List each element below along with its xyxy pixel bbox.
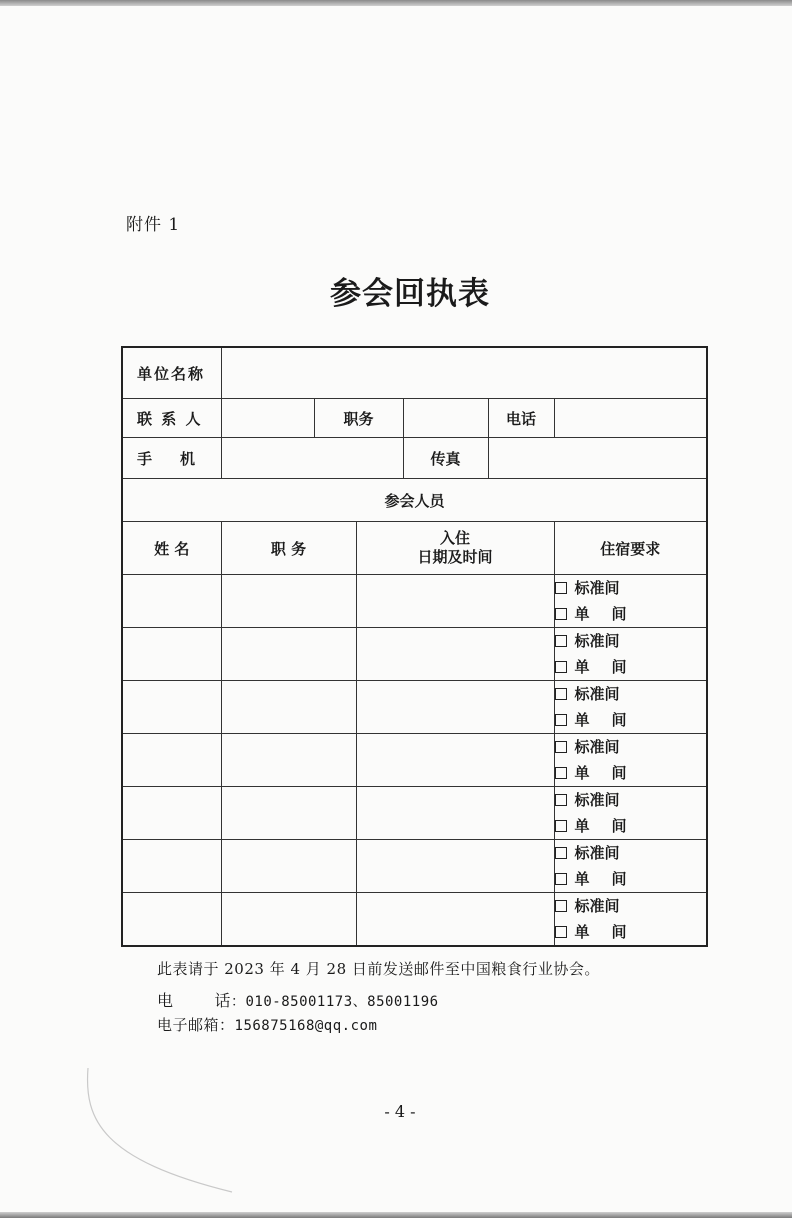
unit-name-label: 单位名称 xyxy=(122,347,221,399)
contact-email-value: 156875168@qq.com xyxy=(234,1018,378,1034)
deadline-note: 此表请于 2023 年 4 月 28 日前发送邮件至中国粮食行业协会。 xyxy=(157,960,600,978)
table-row xyxy=(122,893,707,947)
contact-phone-line xyxy=(157,988,439,1011)
attendee-position-cell[interactable] xyxy=(221,681,356,734)
single-room-label: 单间 xyxy=(574,764,627,782)
phone-label: 电话 xyxy=(488,399,554,438)
attendee-position-cell[interactable] xyxy=(221,840,356,893)
column-checkin-header xyxy=(356,522,554,575)
attendee-name-cell[interactable] xyxy=(122,734,221,787)
standard-room-checkbox[interactable] xyxy=(555,794,567,806)
column-lodging-header: 住宿要求 xyxy=(554,522,707,575)
checkin-header-line2: 日期及时间 xyxy=(417,548,493,566)
contact-phone-label: 电 话 xyxy=(157,991,231,1010)
phone-field[interactable] xyxy=(554,399,707,438)
fax-field[interactable] xyxy=(488,438,707,479)
attendee-position-cell[interactable] xyxy=(221,628,356,681)
lodging-options xyxy=(554,787,707,840)
single-room-checkbox[interactable] xyxy=(555,767,567,779)
standard-room-label: 标准间 xyxy=(574,844,620,862)
attendee-name-cell[interactable] xyxy=(122,628,221,681)
mobile-label: 手 机 xyxy=(122,438,221,479)
standard-room-label: 标准间 xyxy=(574,685,620,703)
column-name-header: 姓 名 xyxy=(122,522,221,575)
standard-room-checkbox[interactable] xyxy=(555,900,567,912)
attendee-checkin-cell[interactable] xyxy=(356,628,554,681)
lodging-options xyxy=(554,575,707,628)
page-title: 参会回执表 xyxy=(330,276,490,312)
scan-fold-mark xyxy=(82,1060,242,1200)
standard-room-checkbox[interactable] xyxy=(555,741,567,753)
contact-phone-value: ：010-85001173、85001196 xyxy=(231,994,439,1010)
attendee-checkin-cell[interactable] xyxy=(356,575,554,628)
lodging-options xyxy=(554,628,707,681)
standard-room-checkbox[interactable] xyxy=(555,635,567,647)
standard-room-checkbox[interactable] xyxy=(555,847,567,859)
contact-email-label: 电子邮箱： xyxy=(157,1016,235,1034)
lodging-options xyxy=(554,681,707,734)
lodging-options xyxy=(554,893,707,947)
table-row xyxy=(122,681,707,734)
single-room-label: 单间 xyxy=(574,605,627,623)
single-room-checkbox[interactable] xyxy=(555,926,567,938)
position-field[interactable] xyxy=(403,399,488,438)
attendee-checkin-cell[interactable] xyxy=(356,840,554,893)
single-room-checkbox[interactable] xyxy=(555,714,567,726)
attendee-position-cell[interactable] xyxy=(221,893,356,947)
mobile-field[interactable] xyxy=(221,438,403,479)
checkin-header-line1: 入住 xyxy=(439,529,470,547)
table-row xyxy=(122,734,707,787)
scan-edge-top xyxy=(0,0,792,6)
table-row xyxy=(122,628,707,681)
standard-room-checkbox[interactable] xyxy=(555,582,567,594)
single-room-label: 单间 xyxy=(574,817,627,835)
standard-room-label: 标准间 xyxy=(574,632,620,650)
attendee-name-cell[interactable] xyxy=(122,681,221,734)
unit-name-field[interactable] xyxy=(221,347,707,399)
attendee-checkin-cell[interactable] xyxy=(356,893,554,947)
standard-room-label: 标准间 xyxy=(574,738,620,756)
attendee-position-cell[interactable] xyxy=(221,787,356,840)
fax-label: 传真 xyxy=(403,438,488,479)
contact-field[interactable] xyxy=(221,399,314,438)
lodging-options xyxy=(554,734,707,787)
single-room-label: 单间 xyxy=(574,711,627,729)
single-room-checkbox[interactable] xyxy=(555,820,567,832)
attendee-checkin-cell[interactable] xyxy=(356,681,554,734)
column-position-header: 职 务 xyxy=(221,522,356,575)
attendee-checkin-cell[interactable] xyxy=(356,787,554,840)
table-row xyxy=(122,787,707,840)
single-room-checkbox[interactable] xyxy=(555,608,567,620)
scan-edge-bottom xyxy=(0,1212,792,1218)
attachment-label: 附件 1 xyxy=(126,215,181,235)
registration-form-table xyxy=(121,346,708,947)
standard-room-label: 标准间 xyxy=(574,897,620,915)
attendee-position-cell[interactable] xyxy=(221,575,356,628)
single-room-label: 单间 xyxy=(574,923,627,941)
contact-label: 联 系 人 xyxy=(122,399,221,438)
page-number: - 4 - xyxy=(384,1102,416,1121)
attendee-checkin-cell[interactable] xyxy=(356,734,554,787)
attendees-section-label: 参会人员 xyxy=(122,479,707,522)
attendee-name-cell[interactable] xyxy=(122,575,221,628)
standard-room-label: 标准间 xyxy=(574,791,620,809)
single-room-checkbox[interactable] xyxy=(555,661,567,673)
attendee-name-cell[interactable] xyxy=(122,787,221,840)
single-room-checkbox[interactable] xyxy=(555,873,567,885)
single-room-label: 单间 xyxy=(574,658,627,676)
lodging-options xyxy=(554,840,707,893)
table-row xyxy=(122,840,707,893)
position-label: 职务 xyxy=(314,399,403,438)
table-row xyxy=(122,575,707,628)
single-room-label: 单间 xyxy=(574,870,627,888)
standard-room-label: 标准间 xyxy=(574,579,620,597)
contact-email-line xyxy=(157,1014,377,1035)
attendee-name-cell[interactable] xyxy=(122,840,221,893)
attendee-name-cell[interactable] xyxy=(122,893,221,947)
attendee-position-cell[interactable] xyxy=(221,734,356,787)
standard-room-checkbox[interactable] xyxy=(555,688,567,700)
